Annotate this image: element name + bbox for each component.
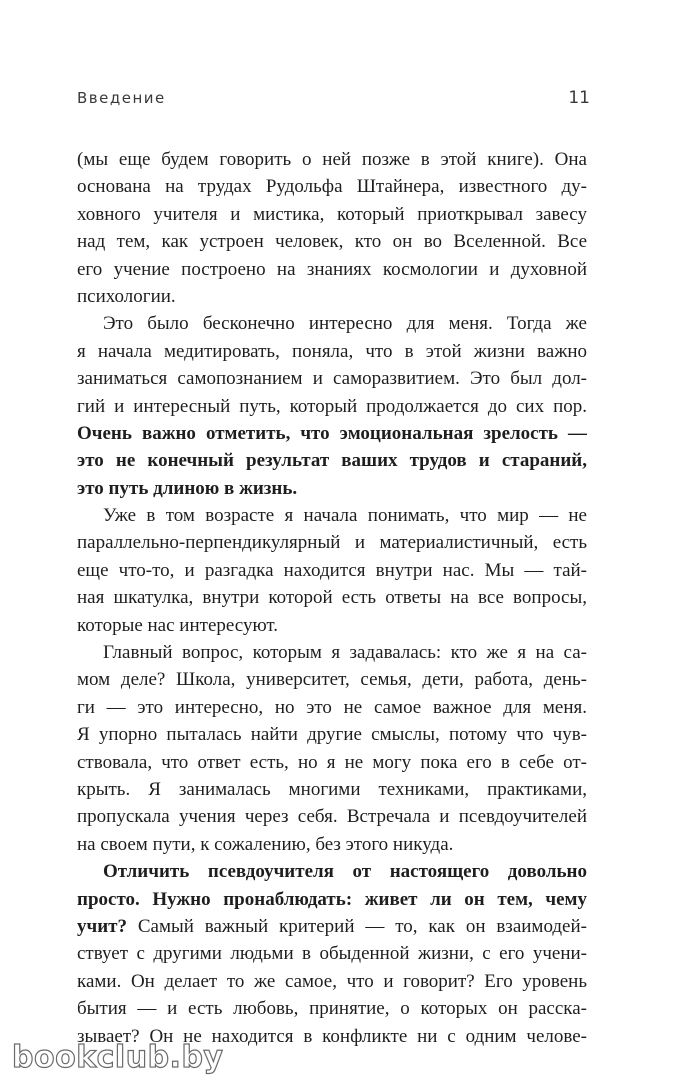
body-text xyxy=(77,146,587,1050)
bold-text: это путь длиною в жизнь. xyxy=(77,477,298,499)
line-text: Главный вопрос, которым я задавалась: кто же я на са- xyxy=(103,642,587,664)
text-line xyxy=(77,447,587,474)
text-line xyxy=(77,995,587,1022)
line-text: мом деле? Школа, университет, семья, дети, работа, день- xyxy=(77,669,587,691)
text-line xyxy=(77,173,587,200)
line-text: на своем пути, к сожалению, без этого никуда. xyxy=(77,833,454,855)
text-line xyxy=(77,338,587,365)
line-text: его учение построено на знаниях космологии и духовной xyxy=(77,258,587,280)
text-line xyxy=(77,831,587,858)
text-line xyxy=(77,475,587,502)
watermark-logo: bookclub.by xyxy=(12,1040,224,1075)
line-text: ствует с другими людьми в обыденной жизни, с его учени- xyxy=(77,943,587,965)
text-line xyxy=(77,666,587,693)
line-text: основана на трудах Рудольфа Штайнера, известного ду- xyxy=(77,176,587,198)
line-text: (мы еще будем говорить о ней позже в этой книге). Она xyxy=(77,149,587,170)
text-line xyxy=(77,749,587,776)
line-text: Самый важный критерий — то, как он взаимодей- xyxy=(127,915,587,937)
line-text: параллельно-перпендикулярный и материалистичный, есть xyxy=(77,532,587,554)
line-text: ками. Он делает то же самое, что и говорит? Его уровень xyxy=(77,970,587,992)
text-line xyxy=(77,694,587,721)
bold-text: Очень важно отметить, что эмоциональная зрелость — xyxy=(77,422,587,444)
line-text: психологии. xyxy=(77,285,176,307)
text-line xyxy=(77,228,587,255)
line-text: Я упорно пыталась найти другие смыслы, потому что чув- xyxy=(77,724,587,746)
text-line xyxy=(77,502,587,529)
text-line xyxy=(77,365,587,392)
bold-text: учит? xyxy=(77,915,127,937)
bold-text: просто. Нужно пронаблюдать: живет ли он тем, чему xyxy=(77,888,587,910)
text-line xyxy=(77,776,587,803)
line-text: ствовала, что ответ есть, но я не могу пока его в себе от- xyxy=(77,751,587,773)
bold-text: Отличить псевдоучителя от настоящего довольно xyxy=(103,861,587,883)
line-text: которые нас интересуют. xyxy=(77,614,279,636)
line-text: крыть. Я занималась многими техниками, практиками, xyxy=(77,778,587,800)
text-line xyxy=(77,256,587,283)
text-line xyxy=(77,557,587,584)
line-text: Это было бесконечно интересно для меня. Тогда же xyxy=(103,313,587,335)
text-line xyxy=(77,639,587,666)
text-line xyxy=(77,529,587,556)
text-line xyxy=(77,968,587,995)
line-text: над тем, как устроен человек, кто он во Вселенной. Все xyxy=(77,231,587,253)
text-line xyxy=(77,584,587,611)
line-text: гий и интересный путь, который продолжается до сих пор. xyxy=(77,395,587,417)
bold-text: это не конечный результат ваших трудов и стараний, xyxy=(77,450,587,472)
line-text: еще что-то, и разгадка находится внутри нас. Мы — тай- xyxy=(77,559,587,581)
text-line xyxy=(77,803,587,830)
line-text: ная шкатулка, внутри которой есть ответы на все вопросы, xyxy=(77,587,587,609)
text-line xyxy=(77,940,587,967)
line-text: пропускала учения через себя. Встречала и псевдоучителей xyxy=(77,806,587,828)
text-line xyxy=(77,310,587,337)
line-text: Уже в том возрасте я начала понимать, что мир — не xyxy=(103,505,587,527)
text-line xyxy=(77,913,587,940)
line-text: ховного учителя и мистика, который приоткрывал завесу xyxy=(77,203,587,225)
text-line xyxy=(77,612,587,639)
text-line xyxy=(77,283,587,310)
running-head xyxy=(77,88,590,108)
text-line xyxy=(77,721,587,748)
text-line xyxy=(77,146,587,173)
line-text: я начала медитировать, поняла, что в этой жизни важно xyxy=(77,340,587,362)
section-title: Введение xyxy=(77,89,166,107)
text-line xyxy=(77,393,587,420)
text-line xyxy=(77,886,587,913)
line-text: зывает? Он не находится в конфликте ни с одним челове- xyxy=(77,1025,587,1047)
text-line xyxy=(77,201,587,228)
text-line xyxy=(77,858,587,885)
line-text: заниматься самопознанием и саморазвитием. Это был дол- xyxy=(77,368,587,390)
line-text: ги — это интересно, но это не самое важное для меня. xyxy=(77,696,587,718)
page-number: 11 xyxy=(568,88,590,108)
line-text: бытия — и есть любовь, принятие, о которых он расска- xyxy=(77,998,587,1020)
text-line xyxy=(77,420,587,447)
